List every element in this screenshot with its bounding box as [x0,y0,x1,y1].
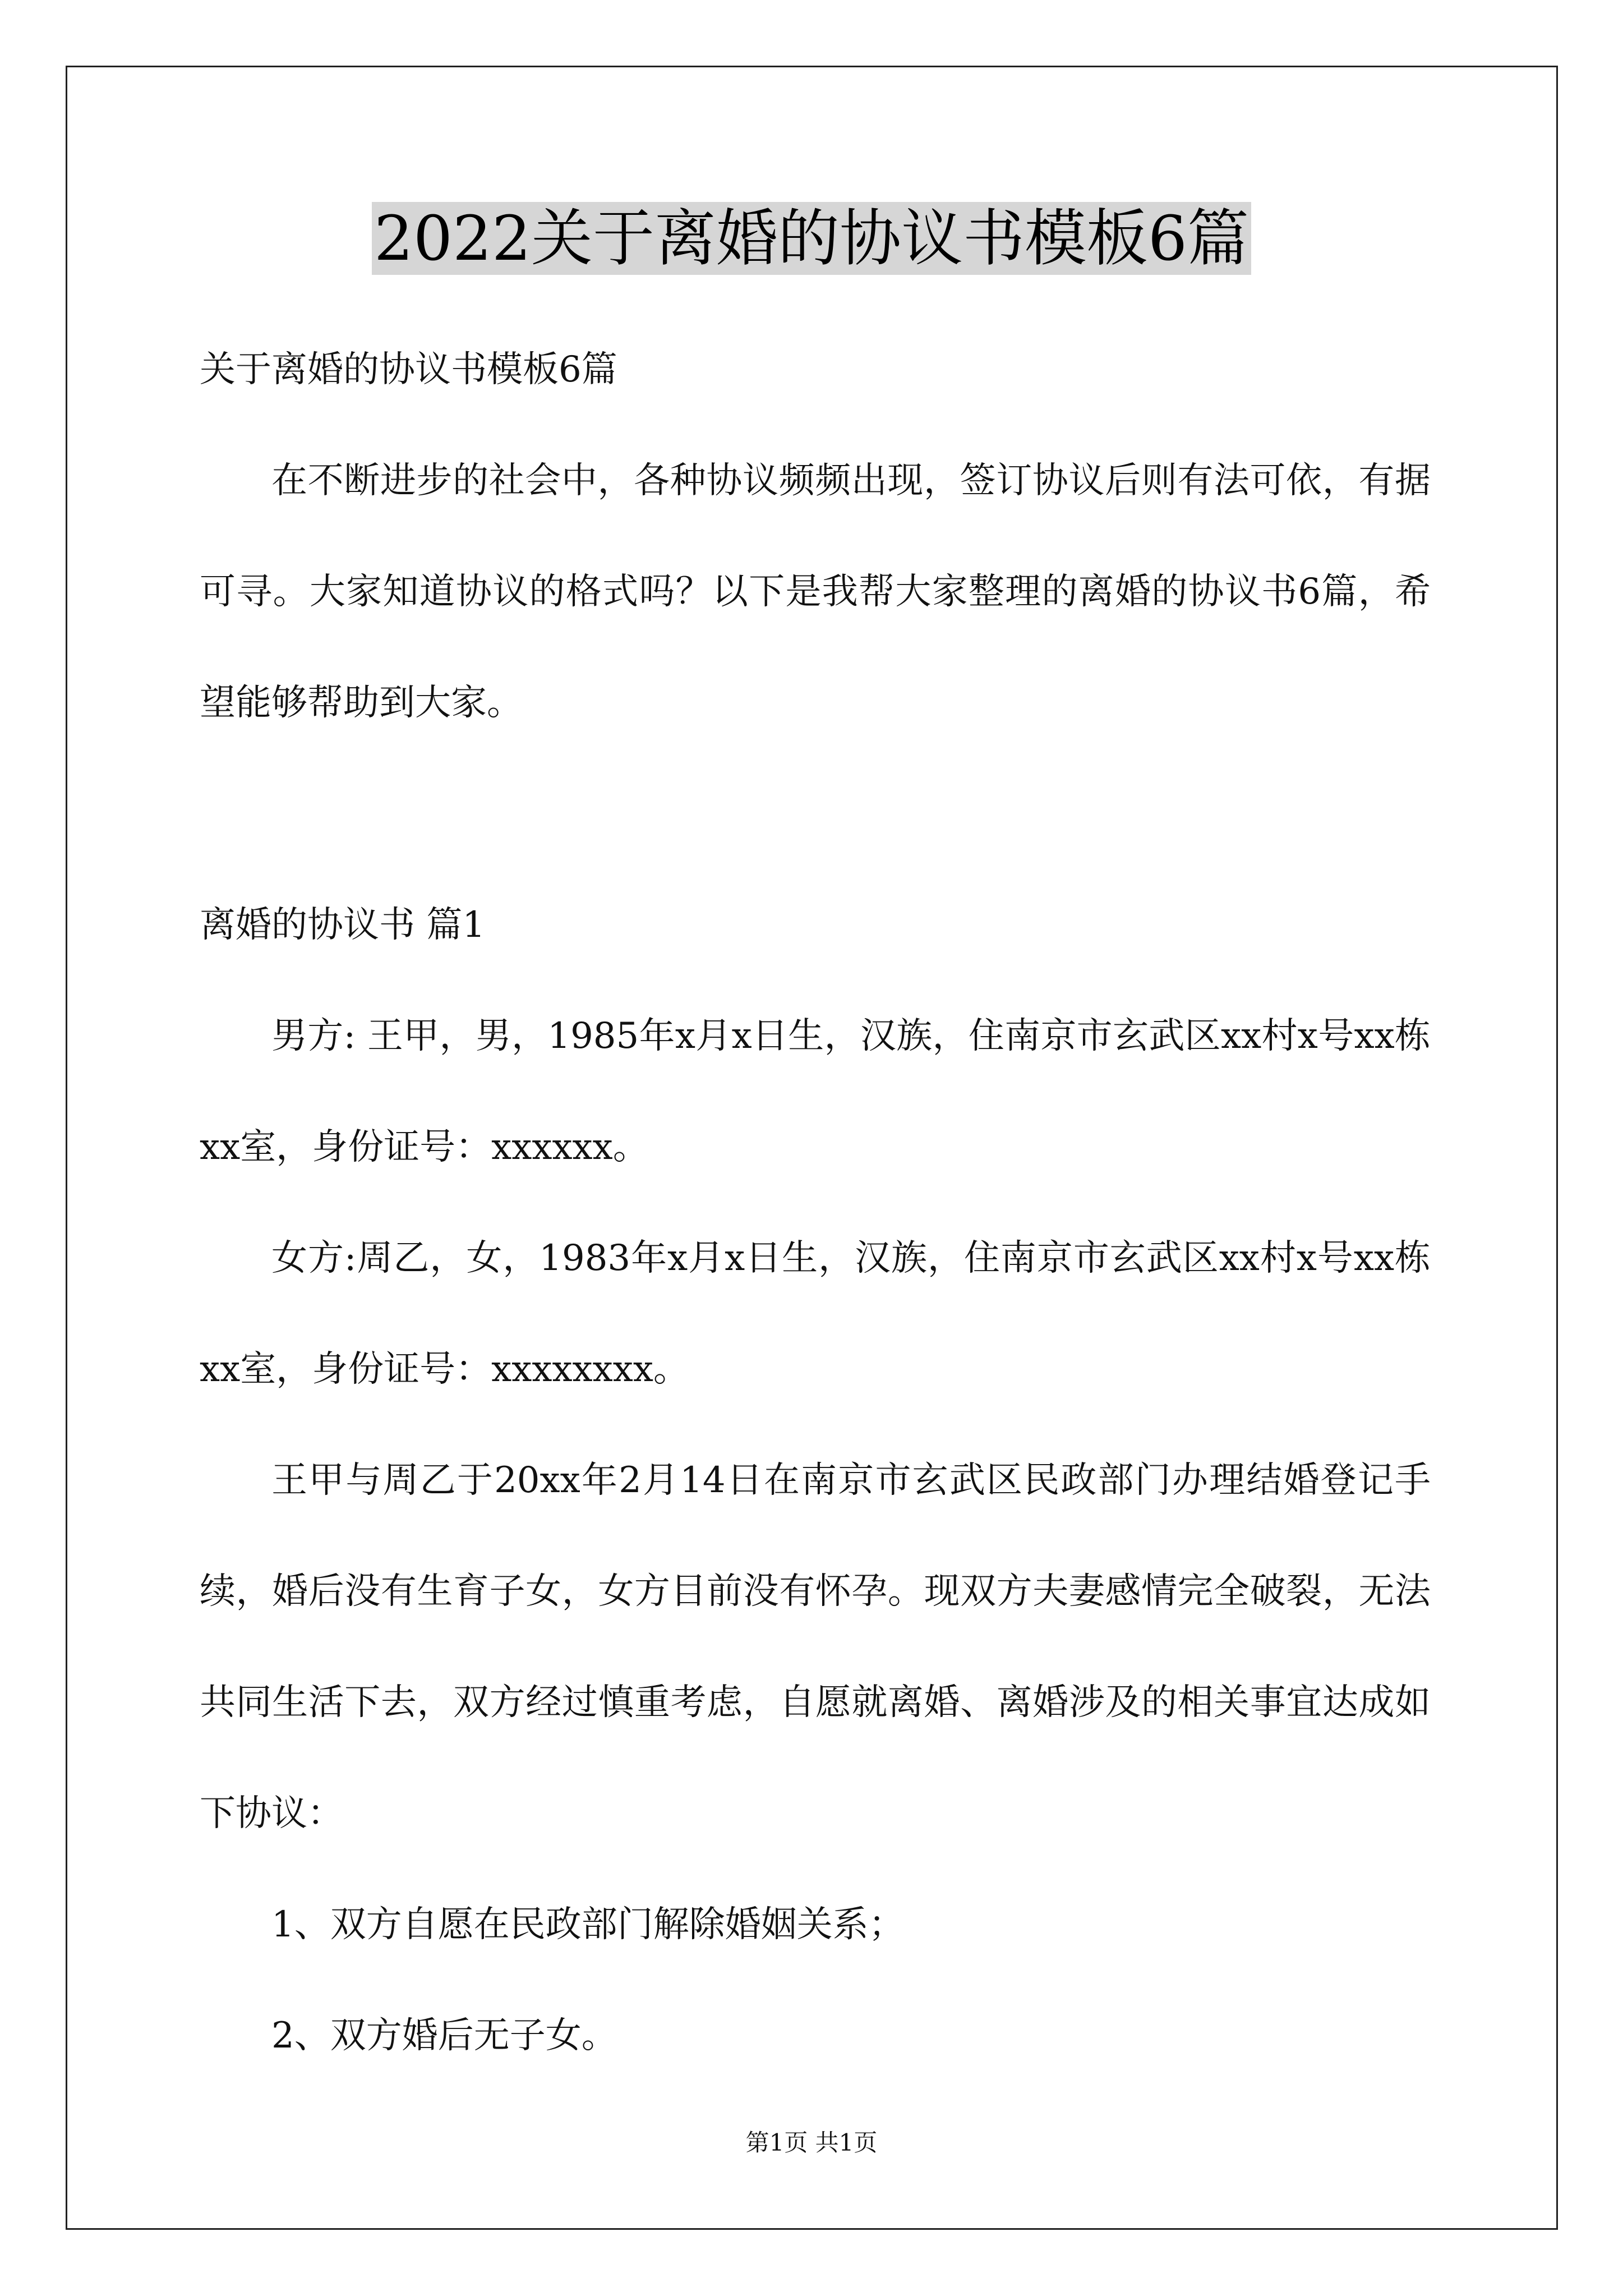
paragraph-male-party: 男方: 王甲，男，1985年x月x日生，汉族，住南京市玄武区xx村x号xx栋xx室，身份证号：xxxxxx。 [200,1015,1431,1168]
section-heading: 离婚的协议书 篇1 [200,904,486,946]
intro-paragraph: 在不断进步的社会中，各种协议频频出现，签订协议后则有法可依，有据可寻。大家知道协议的格式吗？以下是我帮大家整理的离婚的协议书6篇，希望能够帮助到大家。 [200,460,1431,724]
paragraph-female-party: 女方:周乙，女，1983年x月x日生，汉族，住南京市玄武区xx村x号xx栋xx室，身份证号：xxxxxxxx。 [200,1237,1431,1390]
clause-1: 1、双方自愿在民政部门解除婚姻关系； [271,1904,905,1945]
document-body [200,314,1431,2091]
title-container [0,202,1623,275]
page-footer: 第1页 共1页 [745,2129,878,2156]
document-title: 2022关于离婚的协议书模板6篇 [372,202,1251,275]
section-gap [200,758,1431,869]
paragraph-marriage-background: 王甲与周乙于20xx年2月14日在南京市玄武区民政部门办理结婚登记手续，婚后没有生育子女，女方目前没有怀孕。现双方夫妻感情完全破裂，无法共同生活下去，双方经过慎重考虑，自愿就离婚、离婚涉及的相关事宜达成如下协议： [200,1460,1431,1834]
document-subtitle: 关于离婚的协议书模板6篇 [200,349,617,390]
clause-2: 2、双方婚后无子女。 [271,2015,617,2056]
